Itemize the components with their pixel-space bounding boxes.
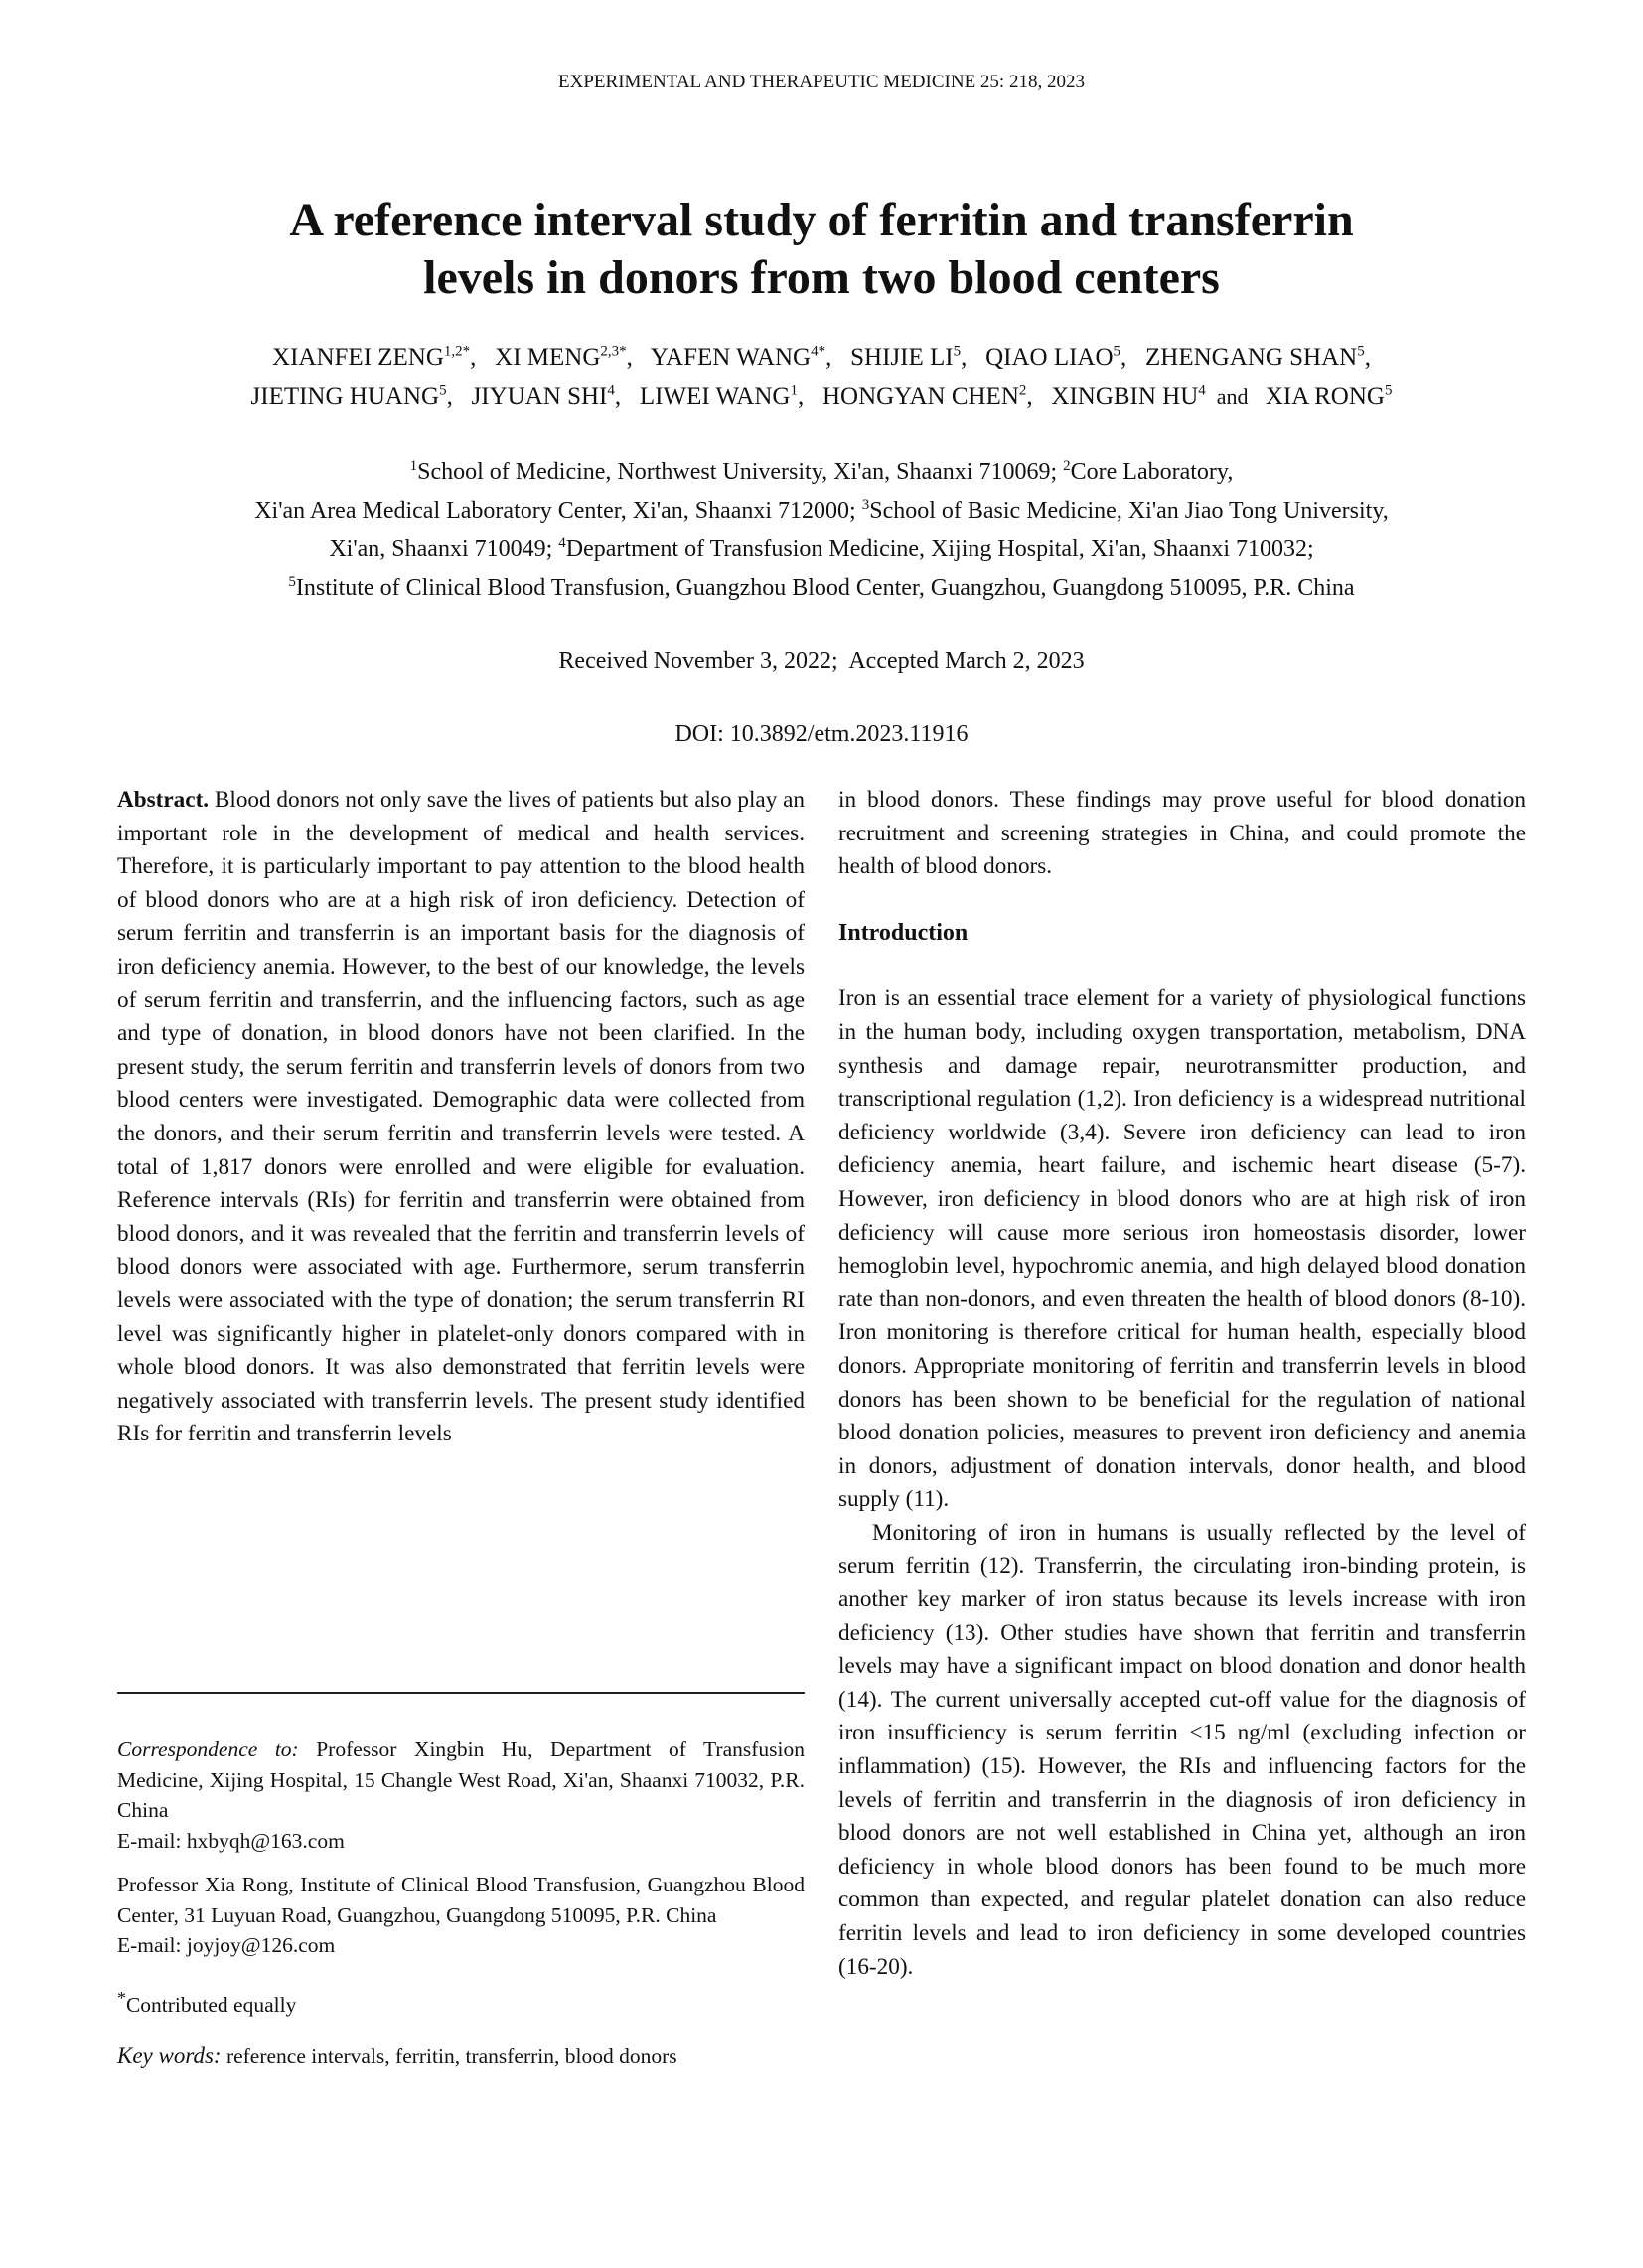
footnote-divider	[117, 1692, 805, 1694]
affil-line-1	[109, 453, 1534, 492]
received-accepted-dates: Received November 3, 2022; Accepted March 2, 2023	[558, 648, 1085, 674]
author-name: XINGBIN HU	[1051, 383, 1199, 410]
abstract-text: Blood donors not only save the lives of patients but also play an important role in the development of medical and health services. Therefore, it is particularly important to pay attention to the blood health of blood donors who are at a high risk of iron deficiency. Detection of serum ferritin and transferrin is an important basis for the diagnosis of iron deficiency anemia. However, to the best of our knowledge, the levels of serum ferritin and transferrin, and the influencing factors, such as age and type of donation, in blood donors have not been clarified. In the present study, the serum ferritin and transferrin levels of donors from two blood centers were investigated. Demographic data were collected from the donors, and their serum ferritin and transferrin levels were tested. A total of 1,817 donors were enrolled and were eligible for evaluation. Reference intervals (RIs) for ferritin and transferrin were obtained from blood donors, and it was revealed that the ferritin and transferrin levels of blood donors were associated with age. Furthermore, serum transferrin levels were associated with the type of donation; the serum transferrin RI level was significantly higher in platelet-only donors compared with in whole blood donors. It was also demonstrated that ferritin levels were negatively associated with transferrin levels. The present study identified RIs for ferritin and transferrin levels	[117, 787, 805, 1447]
author-name: HONGYAN CHEN	[822, 383, 1019, 410]
author-affil-sup: 5	[1113, 343, 1121, 360]
abstract-label: Abstract.	[117, 787, 210, 813]
author-affil-sup: 5	[439, 382, 447, 399]
title-line-1: A reference interval study of ferritin and transferrin	[289, 194, 1354, 246]
affil-text: Institute of Clinical Blood Transfusion, Guangzhou Blood Center, Guangzhou, Guangdong 510095, P.R. China	[295, 575, 1355, 601]
affil-text: School of Medicine, Northwest University, Xi'an, Shaanxi 710069;	[417, 459, 1064, 485]
keywords-label: Key words:	[117, 2043, 222, 2069]
author-affil-sup: 2,3*	[600, 343, 627, 360]
author-name: ZHENGANG SHAN	[1145, 344, 1358, 371]
intro-paragraph-2: Monitoring of iron in humans is usually reflected by the level of serum ferritin (12). Transferrin, the circulating iron-binding protein, is another key marker of iron status because its levels increase with iron deficiency (13). Other studies have shown that ferritin and transferrin levels may have a significant impact on blood donation and donor health (14). The current universally accepted cut-off value for the diagnosis of iron insufficiency is serum ferritin <15 ng/ml (excluding infection or inflammation) (15). However, the RIs and influencing factors for the levels of ferritin and transferrin in the diagnosis of iron deficiency in blood donors are not well established in China yet, although an iron deficiency in whole blood donors has been found to be much more common than expected, and regular platelet donation can also reduce ferritin levels and lead to iron deficiency in some developed countries (16-20).	[838, 1519, 1526, 1980]
author-separator: ,	[825, 344, 844, 371]
author-separator: and	[1205, 384, 1260, 409]
affil-line-3	[109, 530, 1534, 569]
keywords	[117, 2041, 805, 2072]
correspondence-1	[117, 1735, 805, 1856]
author-separator: ,	[797, 383, 817, 410]
author-name: QIAO LIAO	[985, 344, 1114, 371]
title-line-2: levels in donors from two blood centers	[423, 251, 1220, 304]
author-name: XIANFEI ZENG	[272, 344, 444, 371]
author-affil-sup: 4*	[811, 343, 826, 360]
affil-line-4	[109, 569, 1534, 608]
email-link[interactable]: E-mail: hxbyqh@163.com	[117, 1828, 345, 1853]
abstract-continued: in blood donors. These findings may prove useful for blood donation recruitment and screening strategies in China, and could promote the health of blood donors.	[838, 787, 1526, 880]
author-name: JIYUAN SHI	[471, 383, 608, 410]
left-column	[117, 784, 805, 1451]
author-affil-sup: 5	[1357, 343, 1365, 360]
affil-text: Department of Transfusion Medicine, Xijing Hospital, Xi'an, Shaanxi 710032;	[565, 536, 1314, 562]
affil-sup: 4	[558, 535, 566, 551]
contributed-text: Contributed equally	[125, 1992, 297, 2017]
affil-text: Core Laboratory,	[1070, 459, 1234, 485]
author-affil-sup: 1	[790, 382, 798, 399]
author-affil-sup: 4	[607, 382, 615, 399]
affil-line-2	[109, 492, 1534, 530]
author-list	[109, 338, 1534, 417]
affil-sup: 5	[288, 574, 296, 590]
affiliations	[109, 453, 1534, 608]
abstract	[117, 784, 805, 1451]
affil-text: Xi'an Area Medical Laboratory Center, Xi'an, Shaanxi 712000;	[254, 498, 862, 524]
author-name: JIETING HUANG	[250, 383, 440, 410]
affil-text: School of Basic Medicine, Xi'an Jiao Tong University,	[869, 498, 1389, 524]
affil-sup: 2	[1063, 458, 1071, 474]
author-affil-sup: 4	[1198, 382, 1206, 399]
author-name: SHIJIE LI	[850, 344, 954, 371]
author-line-2	[109, 378, 1534, 417]
correspondence-text: Professor Xingbin Hu, Department of Transfusion Medicine, Xijing Hospital, 15 Changle West Road, Xi'an, Shaanxi 710032, P.R. China	[117, 1738, 805, 1822]
author-separator: ,	[1364, 344, 1371, 371]
asterisk-sup: *	[117, 1987, 126, 2008]
author-affil-sup: 5	[1384, 382, 1393, 399]
article-title	[149, 192, 1494, 307]
correspondence-text: Professor Xia Rong, Institute of Clinical Blood Transfusion, Guangzhou Blood Center, 31 Luyuan Road, Guangzhou, Guangdong 510095, P.R. China	[117, 1873, 805, 1927]
author-separator: ,	[961, 344, 979, 371]
author-affil-sup: 1,2*	[443, 343, 471, 360]
author-separator: ,	[470, 344, 489, 371]
keywords-text: reference intervals, ferritin, transferrin, blood donors	[221, 2044, 677, 2069]
author-name: YAFEN WANG	[650, 344, 812, 371]
author-separator: ,	[1120, 344, 1139, 371]
author-affil-sup: 2	[1018, 382, 1027, 399]
author-line-1	[109, 338, 1534, 378]
affil-sup: 1	[409, 458, 418, 474]
correspondence-label: Correspondence to:	[117, 1738, 299, 1761]
author-affil-sup: 5	[953, 343, 962, 360]
contributed-note	[117, 1983, 805, 2021]
right-column	[838, 784, 1526, 1984]
author-name: LIWEI WANG	[639, 383, 791, 410]
author-separator: ,	[626, 344, 646, 371]
doi-link[interactable]: DOI: 10.3892/etm.2023.11916	[674, 721, 969, 747]
correspondence-2	[117, 1870, 805, 1961]
email-link[interactable]: E-mail: joyjoy@126.com	[117, 1933, 336, 1957]
author-name: XI MENG	[495, 344, 601, 371]
author-separator: ,	[614, 383, 634, 410]
running-head: EXPERIMENTAL AND THERAPEUTIC MEDICINE 25: 218, 2023	[558, 72, 1085, 92]
affil-text: Xi'an, Shaanxi 710049;	[329, 536, 559, 562]
author-separator: ,	[1026, 383, 1046, 410]
footnotes	[117, 1735, 805, 2086]
author-name: XIA RONG	[1265, 383, 1385, 410]
author-separator: ,	[446, 383, 466, 410]
affil-sup: 3	[861, 497, 870, 513]
intro-paragraph-1: Iron is an essential trace element for a variety of physiological functions in the human body, including oxygen transportation, metabolism, DNA synthesis and damage repair, neurotransmitter production, and transcriptional regulation (1,2). Iron deficiency is a widespread nutritional deficiency worldwide (3,4). Severe iron deficiency can lead to iron deficiency anemia, heart failure, and ischemic heart disease (5-7). However, iron deficiency in blood donors who are at high risk of iron deficiency will cause more serious iron homeostasis disorder, lower hemoglobin level, hypochromic anemia, and high delayed blood donation rate than non-donors, and even threaten the health of blood donors (8-10). Iron monitoring is therefore critical for human health, especially blood donors. Appropriate monitoring of ferritin and transferrin levels in blood donors has been shown to be beneficial for the regulation of national blood donation policies, measures to prevent iron deficiency and anemia in donors, adjustment of donation intervals, donor health, and blood supply (11).	[838, 985, 1526, 1513]
section-heading-introduction: Introduction	[838, 919, 969, 946]
